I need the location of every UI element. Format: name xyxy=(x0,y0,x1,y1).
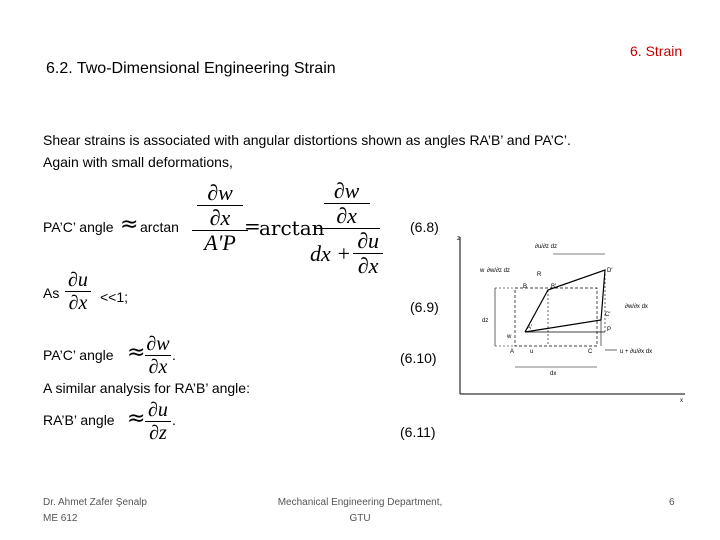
eq-6-10-number: (6.10) xyxy=(400,350,437,366)
label-b-prime: B′ xyxy=(551,284,557,290)
eq-6-8-fraction-1 xyxy=(192,182,248,254)
label-dx: dx xyxy=(550,371,557,377)
du-symbol: ∂u xyxy=(357,228,380,253)
label-b: B xyxy=(523,284,528,290)
label-u: u xyxy=(530,349,534,355)
du-symbol: ∂u xyxy=(68,269,88,291)
eq-6-9-as: As xyxy=(43,285,60,301)
label-du-dz: ∂u/∂z dz xyxy=(535,244,557,250)
eq-6-10-period: . xyxy=(172,347,176,363)
intro-line-2: Again with small deformations, xyxy=(43,154,233,170)
dx-symbol: ∂x xyxy=(209,205,231,230)
course-code: ME 612 xyxy=(43,513,78,524)
du-symbol: ∂u xyxy=(148,399,168,421)
label-w: w xyxy=(507,334,512,340)
dx-symbol: ∂x xyxy=(148,356,168,378)
eq-6-8-arctan: arctan xyxy=(140,219,179,235)
dx-symbol: ∂x xyxy=(68,292,88,314)
dw-symbol: ∂w xyxy=(207,180,233,205)
label-dz: dz xyxy=(482,318,489,324)
dw-symbol: ∂w xyxy=(333,178,360,203)
intro-line-1: Shear strains is associated with angular distortions shown as angles RA’B’ and PA’C’. xyxy=(43,132,571,148)
label-d-prime: D′ xyxy=(607,268,613,274)
label-dw-dx: ∂w/∂x dx xyxy=(625,304,648,310)
dz-symbol: ∂z xyxy=(149,422,167,444)
eq-6-11-period: . xyxy=(172,412,176,428)
label-a-prime: A′ xyxy=(527,325,533,331)
deformation-diagram xyxy=(455,232,691,402)
label-r: R xyxy=(537,272,542,278)
similar-analysis-text: A similar analysis for RA’B’ angle: xyxy=(43,380,250,396)
page-number: 6 xyxy=(669,497,675,508)
approx-symbol: ≈ xyxy=(127,406,146,431)
eq-6-11-label: RA’B’ angle xyxy=(43,412,115,428)
chapter-label: 6. Strain xyxy=(630,43,683,59)
eq-6-8-arctan-rhs: arctan xyxy=(259,216,325,240)
label-du-dx: u + ∂u/∂x dx xyxy=(620,349,653,355)
ap-symbol: A′P xyxy=(204,230,236,255)
approx-symbol: ≈ xyxy=(120,212,139,237)
x-axis-label: x xyxy=(680,398,683,402)
equals-sign: = xyxy=(244,214,261,238)
dw-symbol: ∂w xyxy=(146,333,170,355)
eq-6-8-number: (6.8) xyxy=(410,219,439,235)
label-a: A xyxy=(510,349,515,355)
footer-author xyxy=(43,495,147,527)
dx-symbol: ∂x xyxy=(357,253,379,278)
eq-6-10-fraction xyxy=(145,334,171,377)
eq-6-9-number: (6.9) xyxy=(410,299,439,315)
section-title: 6.2. Two-Dimensional Engineering Strain xyxy=(46,60,336,77)
eq-6-11-fraction xyxy=(145,400,171,443)
eq-6-11-number: (6.11) xyxy=(400,424,436,440)
label-c-prime: C′ xyxy=(605,312,611,318)
dx-symbol: ∂x xyxy=(336,203,357,228)
eq-6-10-label: PA’C’ angle xyxy=(43,347,114,363)
department-line-2: GTU xyxy=(349,513,371,524)
eq-6-9-fraction xyxy=(65,270,91,313)
z-axis-label: z xyxy=(457,236,460,242)
label-dw-dz: ∂w/∂z dz xyxy=(487,268,510,274)
approx-symbol: ≈ xyxy=(127,340,146,365)
label-p: P xyxy=(607,327,612,333)
eq-6-9-condition: <<1; xyxy=(100,289,129,305)
department-line-1: Mechanical Engineering Department, xyxy=(277,497,443,508)
footer-department xyxy=(260,495,460,527)
author-name: Dr. Ahmet Zafer Şenalp xyxy=(43,497,147,508)
dx-plus-term: dx + xyxy=(310,240,352,266)
eq-6-8-fraction-2 xyxy=(310,180,383,277)
label-w-top: w xyxy=(480,268,485,274)
eq-6-8-label: PA’C’ angle xyxy=(43,219,114,235)
label-c: C xyxy=(588,349,593,355)
